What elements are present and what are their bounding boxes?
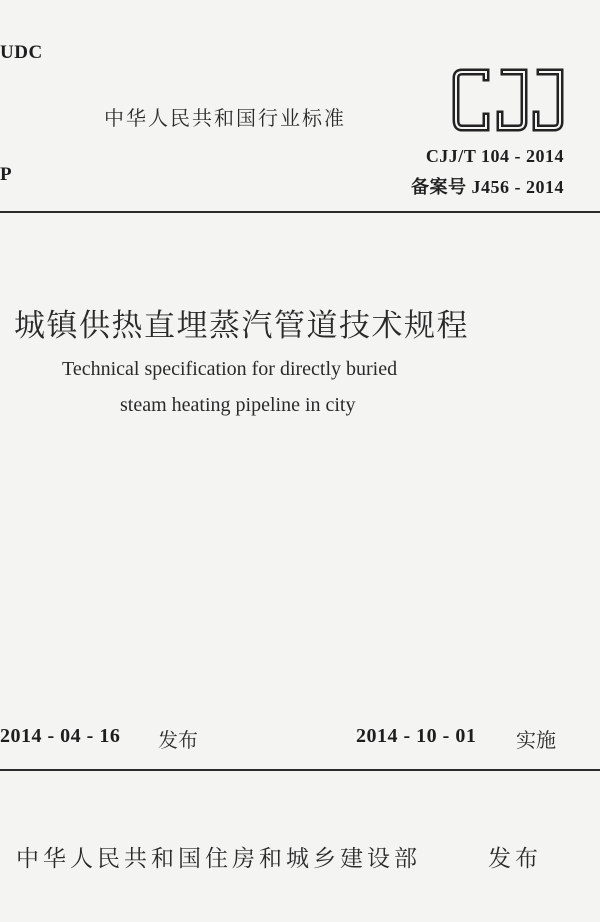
record-number: 备案号 J456 - 2014 xyxy=(411,177,564,197)
issue-date: 2014 - 04 - 16 xyxy=(0,725,121,747)
bottom-divider xyxy=(0,769,600,771)
udc-label: UDC xyxy=(0,42,43,63)
cjj-logo xyxy=(452,68,564,132)
issue-label: 发布 xyxy=(158,728,198,752)
issuing-ministry: 中华人民共和国住房和城乡建设部 xyxy=(16,846,421,872)
title-english-line2: steam heating pipeline in city xyxy=(120,394,356,416)
title-chinese: 城镇供热直埋蒸汽管道技术规程 xyxy=(14,308,469,343)
cjj-logo-mark xyxy=(456,72,560,128)
title-english-line1: Technical specification for directly buried xyxy=(62,358,398,380)
standard-number: CJJ/T 104 - 2014 xyxy=(425,146,564,166)
publish-label: 发布 xyxy=(488,846,542,872)
top-divider xyxy=(0,211,600,213)
classification-p: P xyxy=(0,164,12,185)
implementation-date: 2014 - 10 - 01 xyxy=(356,725,477,747)
implementation-label: 实施 xyxy=(516,728,556,752)
industry-standard-heading: 中华人民共和国行业标准 xyxy=(104,106,346,130)
